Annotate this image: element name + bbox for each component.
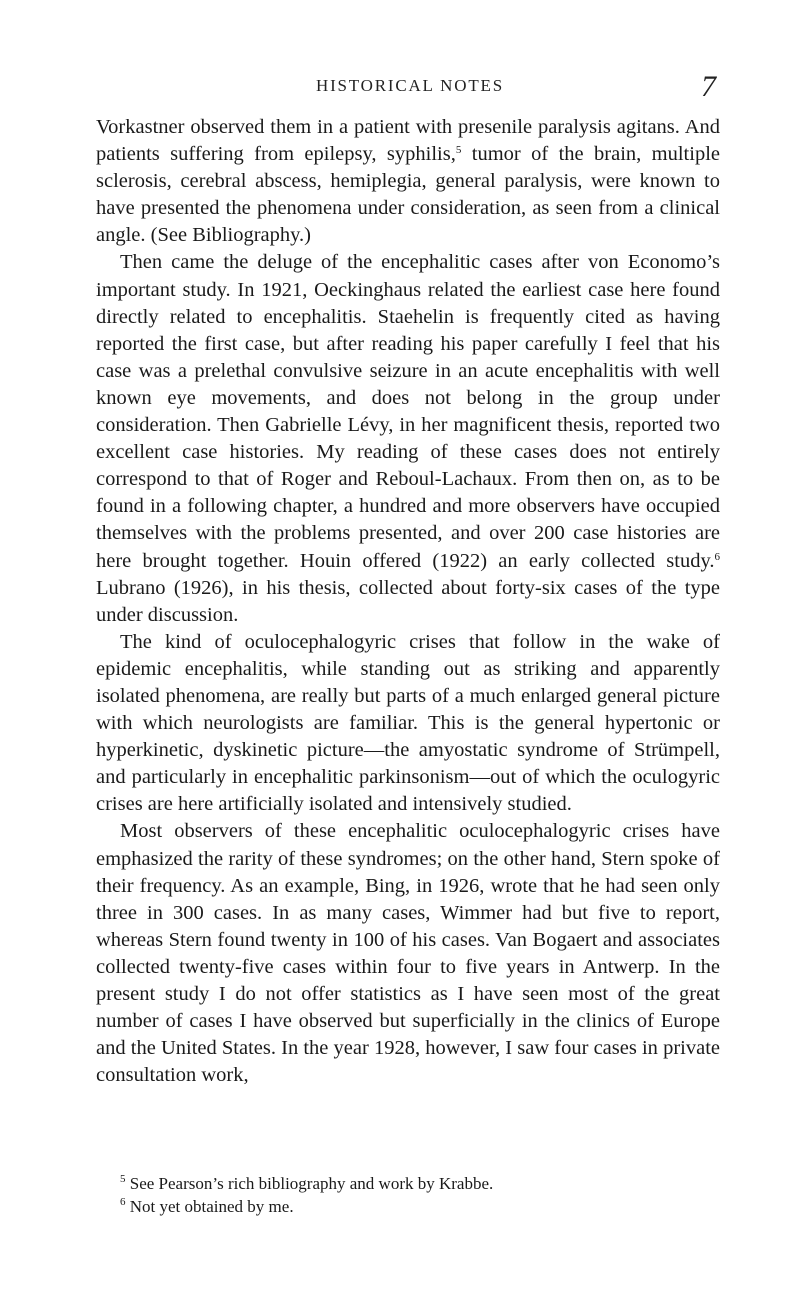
footnote-mark: 6 [120, 1196, 126, 1208]
footnote: $^6$ Not yet obtained by me. [120, 1196, 294, 1216]
footnote-ref: 6 [714, 550, 720, 563]
page-number: 7 [701, 70, 716, 103]
body-text [96, 114, 720, 1089]
paragraph: The kind of oculocephalogyric crises that follow in the wake of epidemic encephalitis, while standing out as striking and apparently isolated phenomena, are really but parts of a much enlarged general picture with which neurologists are familiar. This is the general hypertonic or hyperkinetic, dyskinetic picture—the amyostatic syndrome of Strümpell, and particularly in encephalitic parkinsonism—out of which the oculogyric crises are here artificially isolated and intensively studied. [96, 630, 720, 816]
footnote-ref: 5 [455, 144, 462, 157]
running-head: HISTORICAL NOTES [316, 76, 504, 95]
paragraph: Vorkastner observed them in a patient with presenile paralysis agitans. And patients suffering from epilepsy, syphilis,$^5$ tumor of the brain, multiple sclerosis, cerebral abscess, hemiplegia, general paralysis, were known to have presented the phenomena under consideration, as seen from a clinical angle. (See Bibliography.) [96, 116, 720, 247]
footnote-mark: 5 [120, 1173, 126, 1185]
footnote: $^5$ See Pearson’s rich bibliography and work by Krabbe. [120, 1173, 494, 1193]
page-header [96, 70, 716, 106]
paragraph: Most observers of these encephalitic oculocephalogyric crises have emphasized the rarity of these syndromes; on the other hand, Stern spoke of their frequency. As an example, Bing, in 1926, wrote that he had seen only three in 300 cases. In as many cases, Wimmer had but five to report, whereas Stern found twenty in 100 of his cases. Van Bogaert and associates collected twenty-five cases within four to five years in Antwerp. In the present study I do not offer statistics as I have seen most of the great number of cases I have observed but superficially in the clinics of Europe and the United States. In the year 1928, however, I saw four cases in private consultation work, [96, 820, 720, 1087]
footnotes [120, 1172, 720, 1218]
paragraph: Then came the deluge of the encephalitic cases after von Economo’s important study. In 1921, Oeckinghaus related the earliest case here found directly related to encephalitis. Staehelin is frequently cited as having reported the first case, but after reading his paper carefully I feel that his case was a prelethal convulsive seizure in an acute encephalitis with well known eye movements, and does not belong in the group under consideration. Then Gabrielle Lévy, in her magnificent thesis, reported two excellent case histories. My reading of these cases does not entirely correspond to that of Roger and Reboul-Lachaux. From then on, as to be found in a following chapter, a hundred and more observers have occupied themselves with the problems presented, and over 200 case histories are here brought together. Houin offered (1922) an early collected study.$^6$ Lubrano (1926), in his thesis, collected about forty-six cases of the type under discussion. [96, 251, 720, 626]
